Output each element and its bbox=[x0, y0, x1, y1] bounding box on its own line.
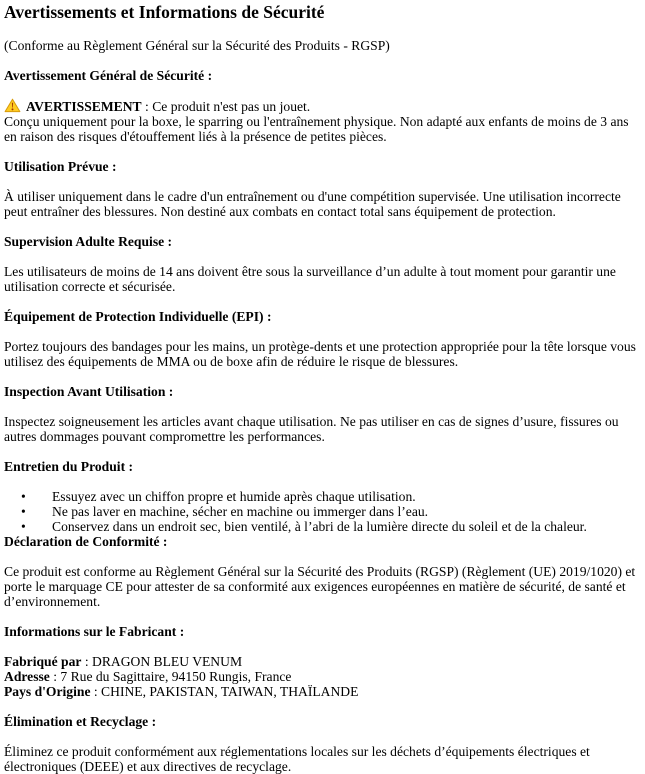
section-heading-inspection: Inspection Avant Utilisation : bbox=[4, 384, 174, 399]
origin-label: Pays d'Origine bbox=[4, 684, 91, 699]
warning-label: AVERTISSEMENT bbox=[26, 99, 142, 114]
recycling-body: Éliminez ce produit conformément aux réglementations locales sur les déchets d’équipements électriques et électroniques (DEEE) et aux directives de recyclage. bbox=[4, 744, 590, 774]
warning-text: : Ce produit n'est pas un jouet. bbox=[141, 99, 311, 114]
warning-triangle-icon bbox=[4, 98, 21, 113]
inspection-body: Inspectez soigneusement les articles avant chaque utilisation. Ne pas utiliser en cas de signes d’usure, fissures ou autres dommages pouvant compromettre les performances. bbox=[4, 414, 619, 444]
section-heading-adult-supervision: Supervision Adulte Requise : bbox=[4, 234, 173, 249]
maintenance-list-item: • Conservez dans un endroit sec, bien ventilé, à l’abri de la lumière directe du soleil et de la chaleur. bbox=[4, 519, 641, 534]
manufacturer-address-line bbox=[4, 669, 641, 684]
section-heading-conformity: Déclaration de Conformité : bbox=[4, 534, 168, 549]
section-heading-ppe: Équipement de Protection Individuelle (EPI) : bbox=[4, 309, 272, 324]
section-heading-intended-use: Utilisation Prévue : bbox=[4, 159, 117, 174]
maintenance-list-item: • Ne pas laver en machine, sécher en machine ou immerger dans l’eau. bbox=[4, 504, 641, 519]
address-label: Adresse bbox=[4, 669, 50, 684]
document-body bbox=[4, 2, 641, 774]
manufacturer-origin-line bbox=[4, 684, 641, 699]
warning-paragraph bbox=[4, 98, 641, 144]
warning-detail: Conçu uniquement pour la boxe, le sparring ou l'entraînement physique. Non adapté aux enfants de moins de 3 ans en raison des risques d'étouffement liés à la présence de petites pièces. bbox=[4, 114, 629, 144]
made-by-label: Fabriqué par bbox=[4, 654, 82, 669]
maintenance-list bbox=[4, 489, 641, 534]
ppe-body: Portez toujours des bandages pour les mains, un protège-dents et une protection appropriée pour la tête lorsque vous utilisez des équipements de MMA ou de boxe afin de réduire le risque de blessures. bbox=[4, 339, 636, 369]
section-heading-general-warning: Avertissement Général de Sécurité : bbox=[4, 68, 213, 83]
manufacturer-info bbox=[4, 654, 641, 699]
subtitle: (Conforme au Règlement Général sur la Sécurité des Produits - RGSP) bbox=[4, 38, 390, 53]
maintenance-list-item: • Essuyez avec un chiffon propre et humide après chaque utilisation. bbox=[4, 489, 641, 504]
address-value: : 7 Rue du Sagittaire, 94150 Rungis, France bbox=[49, 669, 292, 684]
conformity-body: Ce produit est conforme au Règlement Général sur la Sécurité des Produits (RGSP) (Règlement (UE) 2019/1020) et porte le marquage CE pour attester de sa conformité aux exigences européennes en matière de sécurité, de santé et d’environnement. bbox=[4, 564, 636, 609]
intended-use-body: À utiliser uniquement dans le cadre d'un entraînement ou d'une compétition supervisée. Une utilisation incorrecte peut entraîner des blessures. Non destiné aux combats en contact total sans équipement de protection. bbox=[4, 189, 621, 219]
section-heading-manufacturer: Informations sur le Fabricant : bbox=[4, 624, 185, 639]
page-title: Avertissements et Informations de Sécurité bbox=[4, 2, 325, 22]
section-heading-maintenance: Entretien du Produit : bbox=[4, 459, 134, 474]
section-heading-recycling: Élimination et Recyclage : bbox=[4, 714, 157, 729]
adult-supervision-body: Les utilisateurs de moins de 14 ans doivent être sous la surveillance d’un adulte à tout moment pour garantir une utilisation correcte et sécurisée. bbox=[4, 264, 616, 294]
made-by-value: : DRAGON BLEU VENUM bbox=[81, 654, 243, 669]
origin-value: : CHINE, PAKISTAN, TAIWAN, THAÏLANDE bbox=[90, 684, 359, 699]
manufacturer-made-by-line bbox=[4, 654, 641, 669]
